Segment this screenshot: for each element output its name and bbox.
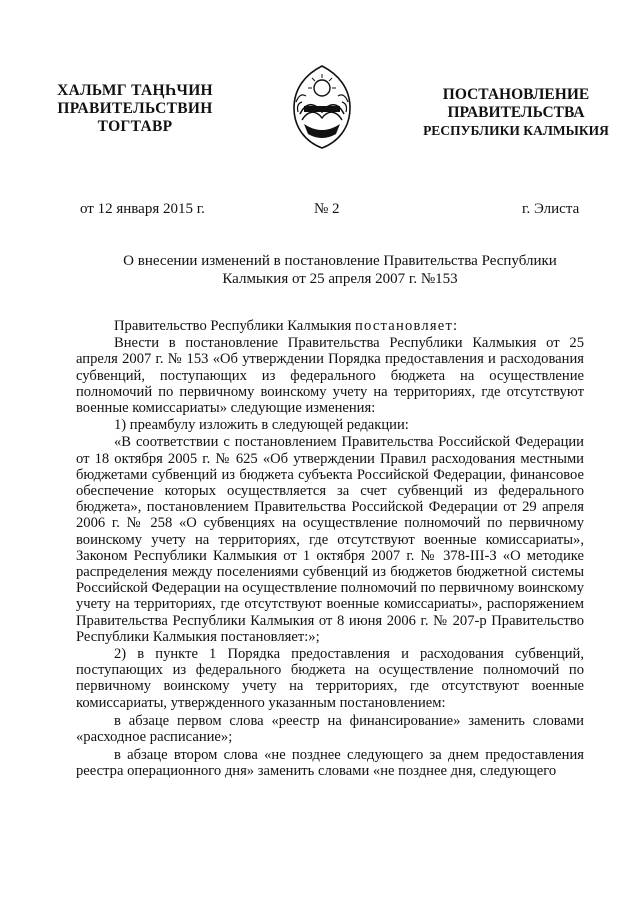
document-date: от 12 января 2015 г.	[80, 201, 205, 217]
paragraph-5: в абзаце первом слова «реестр на финансирование» заменить словами «расходное расписание»;	[76, 712, 584, 746]
paragraph-2: 1) преамбулу изложить в следующей редакции:	[114, 417, 409, 434]
header-left-line-2: ПРАВИТЕЛЬСТВИН	[57, 100, 213, 117]
header-left-line-1: ХАЛЬМГ ТАҢҺЧИН	[57, 82, 213, 99]
title-line-1: О внесении изменений в постановление Правительства Республики	[123, 253, 557, 269]
document-body	[76, 318, 584, 781]
header-right-line-1: ПОСТАНОВЛЕНИЕ	[442, 86, 590, 103]
kalmykia-emblem-icon	[286, 62, 358, 150]
header-right-line-2: ПРАВИТЕЛЬСТВА	[447, 104, 585, 121]
document-number: № 2	[314, 201, 340, 217]
paragraph-6: в абзаце втором слова «не позднее следующего за днем предоставления реестра операционного дня» заменить словами «не позднее дня, следующего	[76, 747, 584, 780]
paragraph-4: 2) в пункте 1 Порядка предоставления и расходования субвенций, поступающих из федерального бюджета на осуществление полномочий по первичному воинскому учету на территориях, где отсутствуют военные комиссариаты, утвержденного указанным постановлением:	[76, 646, 584, 711]
document-title	[80, 252, 600, 288]
intro-paragraph	[76, 318, 584, 334]
document-city: г. Элиста	[522, 201, 580, 217]
header-kalmyk-title	[50, 82, 220, 136]
header-russian-title	[418, 86, 614, 140]
header-left-line-3: ТОГТАВР	[97, 118, 173, 135]
title-line-2: Калмыкия от 25 апреля 2007 г. №153	[222, 271, 458, 287]
intro-prefix: Правительство Республики Калмыкия	[114, 318, 355, 334]
header-right-line-3: РЕСПУБЛИКИ КАЛМЫКИЯ	[423, 123, 609, 138]
intro-decree: постановляет:	[355, 318, 459, 334]
paragraph-1: Внести в постановление Правительства Республики Калмыкия от 25 апреля 2007 г. № 153 «Об утверждении Порядка предоставления и расходования субвенций, поступающих из федерального бюджета на осуществление полномочий по первичному воинскому учету на территориях, где отсутствуют военные комиссариаты» следующие изменения:	[76, 335, 584, 417]
paragraph-3: «В соответствии с постановлением Правительства Российской Федерации от 18 октября 2005 г. № 625 «Об утверждении Правил расходования местными бюджетами субвенций из бюджета субъекта Российской Федерации, финансовое обеспечение которых осуществляется за счет субвенций из федерального бюджета», постановлением Правительства Российской Федерации от 29 апреля 2006 г. № 258 «О субвенциях на осуществление полномочий по первичному воинскому учету на территориях, где отсутствуют военные комиссариаты», Законом Республики Калмыкия от 1 октября 2007 г. № 378-III-З «О методике распределения между поселениями субвенций из бюджетов бюджетной системы Российской Федерации на осуществление полномочий по первичному воинскому учету на территориях, где отсутствуют военные комиссариаты», распоряжением Правительства Республики Калмыкия от 8 июня 2006 г. № 207-р Правительство Республики Калмыкия постановляет:»;	[76, 434, 584, 645]
